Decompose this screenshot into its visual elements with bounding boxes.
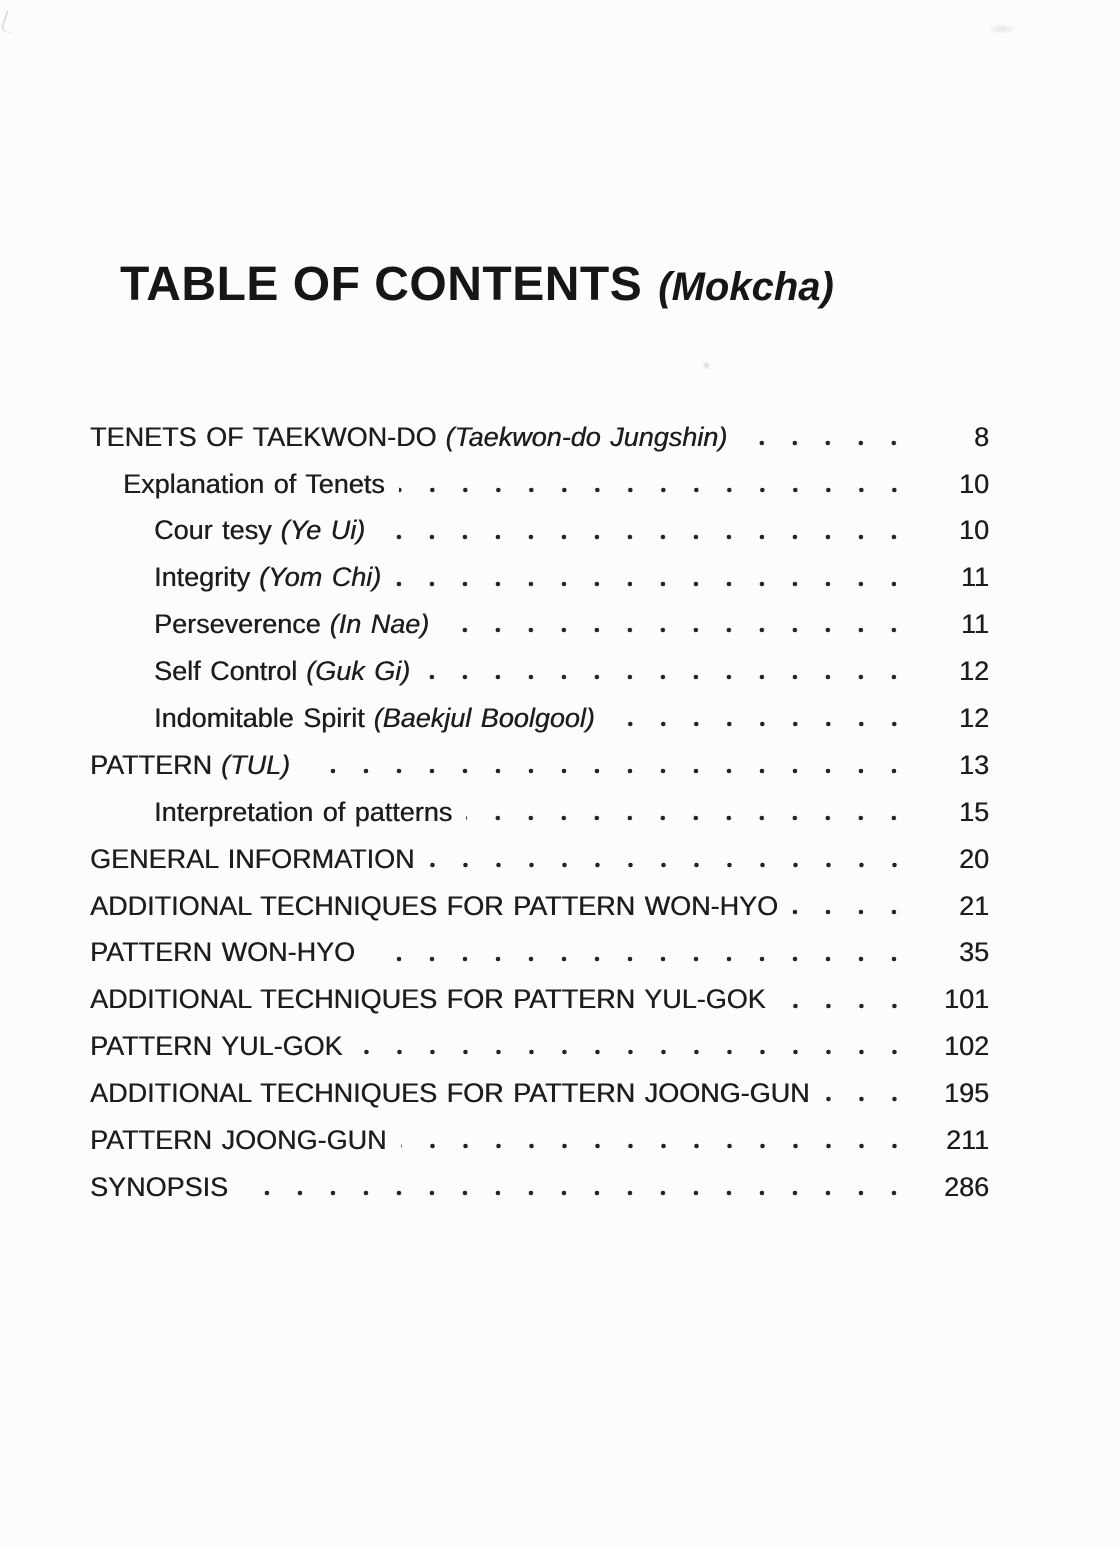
toc-entry: [90, 1155, 989, 1202]
toc-entry: [90, 968, 989, 1015]
toc-entry: [90, 1061, 989, 1108]
toc-entry: [90, 639, 989, 686]
dot-leader: [741, 420, 913, 452]
dot-leader: [399, 467, 913, 499]
dot-leader: [395, 561, 913, 593]
dot-leader: [401, 1123, 914, 1155]
toc-entry: [90, 593, 989, 640]
toc-entry-label: Self Control: [154, 656, 298, 687]
toc-entry-label: ADDITIONAL TECHNIQUES FOR PATTERN WON-HYO: [90, 890, 779, 921]
dot-leader: [379, 514, 913, 546]
dot-leader: [780, 983, 913, 1015]
toc-entry-label: SYNOPSIS: [90, 1171, 229, 1202]
scan-artifact: [0, 10, 20, 34]
toc-entry-label: ADDITIONAL TECHNIQUES FOR PATTERN JOONG-GUN: [90, 1078, 810, 1109]
toc-entry-page-number: 8: [973, 421, 989, 452]
toc-entry-label: Perseverence: [154, 609, 321, 640]
dot-leader: [357, 1029, 913, 1061]
toc-entry-annotation: (Baekjul Boolgool): [373, 703, 595, 733]
toc-entry: [90, 405, 989, 452]
toc-entry-page-number: 21: [958, 890, 989, 921]
toc-entry: [90, 546, 989, 593]
toc-entry-page-number: 211: [945, 1125, 989, 1156]
toc-entry: [90, 499, 989, 546]
toc-entry-page-number: 195: [943, 1078, 989, 1109]
scan-artifact: [702, 361, 711, 370]
page-title-text: TABLE OF CONTENTS: [120, 258, 643, 311]
toc-entry-label: Cour tesy: [154, 515, 272, 546]
toc-entry-label: Explanation of Tenets: [123, 468, 385, 499]
toc-entry-annotation: (Ye Ui): [280, 515, 366, 546]
toc-entry-label: Indomitable Spirit: [154, 703, 365, 733]
dot-leader: [792, 889, 913, 921]
toc-entry-label: PATTERN YUL-GOK: [90, 1031, 343, 1062]
page-title: [120, 259, 834, 312]
toc-entry-page-number: 286: [943, 1171, 989, 1202]
dot-leader: [304, 748, 913, 780]
toc-entry-annotation: (Guk Gi): [306, 656, 411, 687]
scan-artifact: [988, 24, 1016, 34]
dot-leader: [824, 1076, 913, 1108]
toc-entry-label: GENERAL INFORMATION: [90, 843, 415, 874]
toc-entry-annotation: (TUL): [221, 749, 291, 780]
toc-entry-page-number: 101: [943, 984, 989, 1015]
toc-list: [90, 405, 989, 1202]
toc-entry-page-number: 35: [958, 937, 989, 968]
toc-entry: [90, 827, 989, 874]
dot-leader: [466, 795, 913, 827]
toc-entry: [90, 733, 989, 780]
toc-entry-page-number: 10: [958, 515, 989, 546]
dot-leader: [424, 654, 913, 686]
toc-entry-page-number: 102: [943, 1031, 989, 1062]
toc-entry: [90, 874, 989, 921]
toc-entry-page-number: 20: [958, 843, 989, 874]
toc-entry-label: Integrity: [154, 562, 251, 593]
toc-entry: [90, 686, 989, 733]
dot-leader: [443, 607, 913, 639]
toc-entry-page-number: 13: [958, 749, 989, 780]
dot-leader: [609, 701, 913, 733]
toc-entry-page-number: 12: [958, 656, 989, 687]
toc-entry-page-number: 12: [958, 703, 989, 733]
toc-entry-label: PATTERN: [90, 749, 213, 780]
toc-entry: [90, 1015, 989, 1062]
toc-entry: [90, 452, 989, 499]
toc-entry: [90, 780, 989, 827]
toc-entry-label: PATTERN WON-HYO: [90, 937, 355, 968]
toc-entry-label: ADDITIONAL TECHNIQUES FOR PATTERN YUL-GOK: [90, 984, 766, 1015]
dot-leader: [369, 936, 913, 968]
toc-entry-label: TENETS OF TAEKWON-DO: [90, 421, 437, 452]
toc-entry-annotation: (Taekwon-do Jungshin): [445, 421, 728, 452]
toc-entry-page-number: 15: [958, 796, 989, 827]
toc-entry: [90, 921, 989, 968]
toc-entry-page-number: 11: [960, 609, 989, 640]
page-title-annotation: (Mokcha): [658, 265, 834, 309]
toc-entry-annotation: (Yom Chi): [259, 562, 382, 593]
toc-entry-page-number: 10: [958, 468, 989, 499]
toc-entry-annotation: (In Nae): [329, 609, 430, 640]
toc-entry-label: PATTERN JOONG-GUN: [90, 1125, 387, 1156]
dot-leader: [429, 842, 913, 874]
toc-entry: [90, 1108, 989, 1155]
dot-leader: [242, 1170, 913, 1202]
toc-entry-label: Interpretation of patterns: [154, 796, 453, 827]
toc-entry-page-number: 11: [960, 562, 989, 593]
